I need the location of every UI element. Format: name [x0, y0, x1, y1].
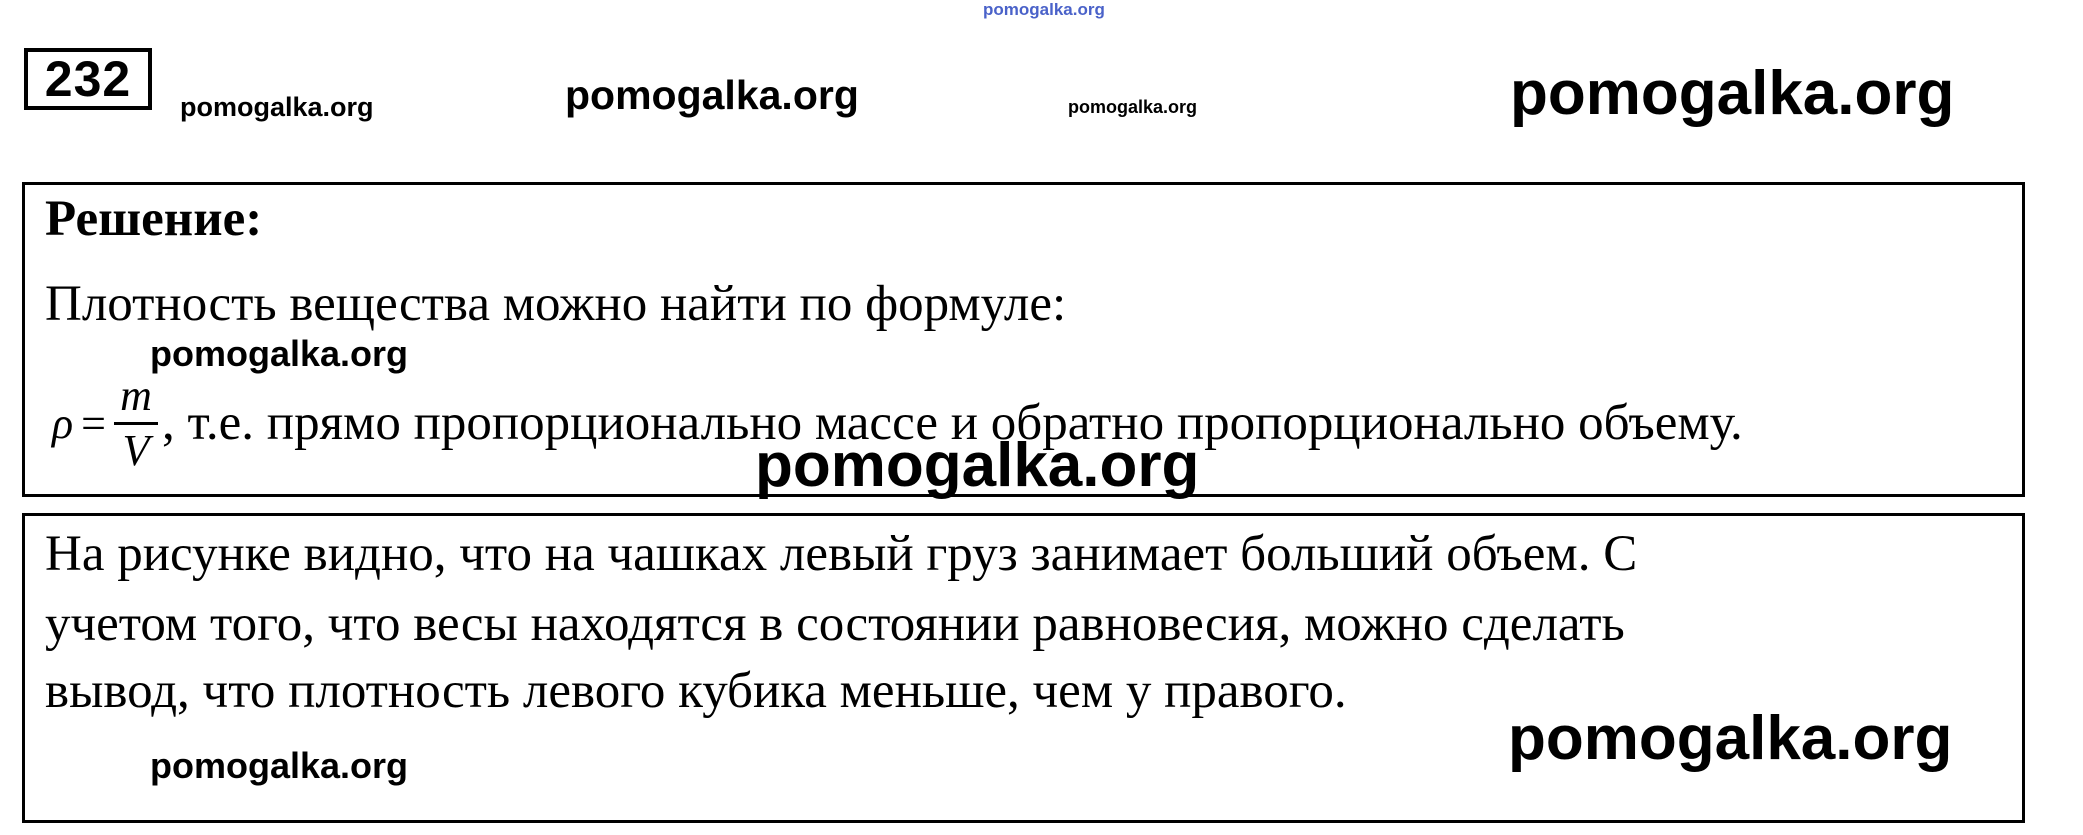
solution-line-1: Плотность вещества можно найти по формуле:	[45, 276, 1067, 332]
watermark: pomogalka.org	[755, 431, 1200, 500]
watermark: pomogalka.org	[1068, 97, 1198, 117]
explanation-line-3: вывод, что плотность левого кубика меньше, чем у правого.	[45, 663, 1347, 719]
top-watermark: pomogalka.org	[983, 0, 1105, 19]
formula-numerator: m	[120, 370, 152, 420]
solution-line-2: , т.е. прямо пропорционально массе и обратно пропорционально объему.	[161, 395, 1743, 451]
watermark: pomogalka.org	[150, 333, 409, 374]
formula-denominator: V	[122, 425, 150, 475]
watermark: pomogalka.org	[1510, 59, 1955, 128]
problem-number: 232	[24, 48, 152, 110]
watermark: pomogalka.org	[1508, 704, 1953, 773]
formula-fraction	[114, 370, 158, 475]
formula-equals: =	[81, 398, 106, 448]
watermark: pomogalka.org	[150, 745, 409, 786]
watermark: pomogalka.org	[565, 72, 859, 118]
formula-rho: ρ	[52, 398, 74, 448]
explanation-line-1: На рисунке видно, что на чашках левый груз занимает больший объем. С	[45, 526, 1638, 582]
solution-heading: Решение:	[45, 191, 263, 247]
watermark: pomogalka.org	[180, 92, 374, 122]
explanation-line-2: учетом того, что весы находятся в состоянии равновесия, можно сделать	[45, 596, 1625, 652]
